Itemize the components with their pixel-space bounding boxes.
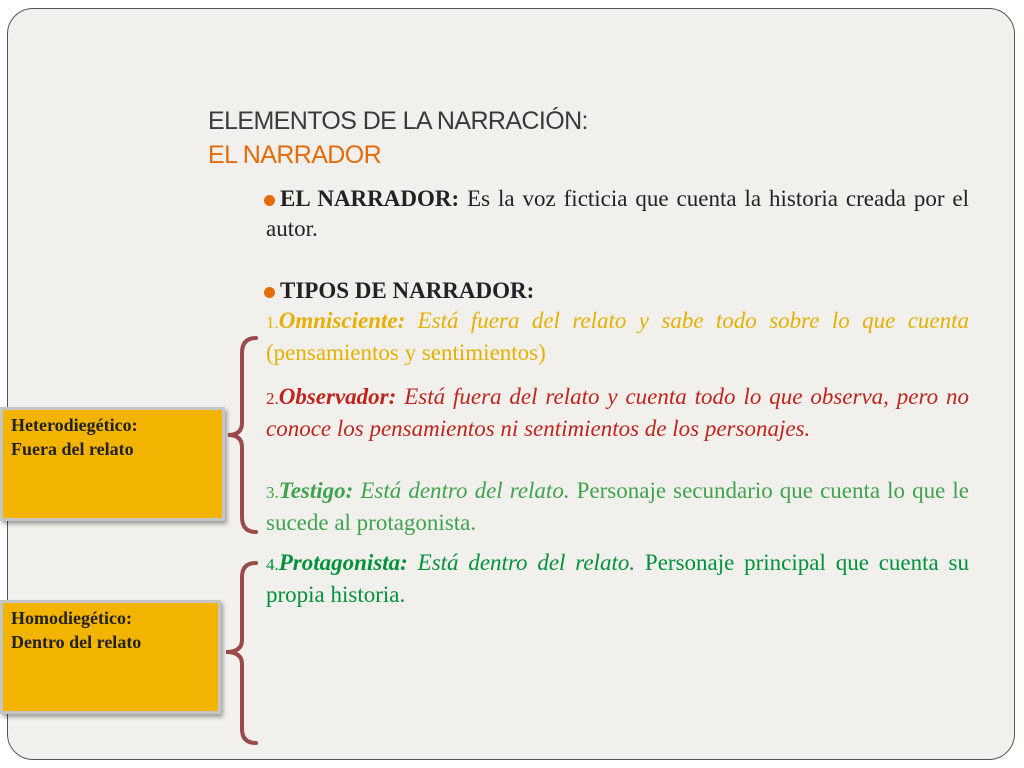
brace-hetero-icon <box>224 335 258 535</box>
definition-text: Es la voz ficticia que cuenta la historia creada por el autor. <box>266 186 969 241</box>
slide-title <box>208 104 588 172</box>
type-number: 2. <box>266 389 279 408</box>
label-homo-line-2: Dentro del relato <box>11 632 142 652</box>
definition-text-wrap <box>266 186 969 241</box>
bullet-dot-icon <box>264 195 275 206</box>
definition-heading: EL NARRADOR: <box>280 186 460 211</box>
type-desc: (pensamientos y sentimientos) <box>266 340 546 365</box>
type-desc: Personaje secundario que cuenta lo que le sucede al protagonista. <box>266 478 969 535</box>
slide-content <box>266 184 969 610</box>
type-number: 4. <box>266 555 279 574</box>
type-desc-italic: Está dentro del relato. <box>353 478 570 503</box>
type-number: 3. <box>266 483 279 502</box>
type-name: Observador: <box>278 384 397 409</box>
tipos-bullet <box>266 276 969 306</box>
type-testigo <box>266 476 969 538</box>
type-protagonista <box>266 548 969 610</box>
type-name: Omnisciente: <box>278 308 406 333</box>
label-hetero-line-1: Heterodiegético: <box>11 415 138 435</box>
type-name: Testigo: <box>278 478 354 503</box>
type-observador <box>266 382 969 444</box>
tipos-heading: TIPOS DE NARRADOR: <box>280 278 535 303</box>
type-omnisciente <box>266 306 969 368</box>
type-desc-italic: Está dentro del relato. <box>407 550 636 575</box>
type-desc-italic: Está fuera del relato y sabe todo sobre lo que cuenta <box>405 308 969 333</box>
label-hetero-line-2: Fuera del relato <box>11 439 134 459</box>
label-heterodiegetico <box>0 407 225 521</box>
label-homodiegetico <box>0 600 221 714</box>
title-line-1: ELEMENTOS DE LA NARRACIÓN: <box>208 107 588 135</box>
bullet-dot-icon <box>264 287 275 298</box>
label-homo-line-1: Homodiegético: <box>11 608 132 628</box>
type-number: 1. <box>266 313 279 332</box>
type-desc: Personaje principal que cuenta su propia historia. <box>266 550 969 607</box>
type-name: Protagonista: <box>278 550 408 575</box>
brace-homo-icon <box>222 560 258 746</box>
type-desc-italic: Está fuera del relato y cuenta todo lo que observa, pero no conoce los pensamientos ni sentimientos de los personajes. <box>266 384 969 441</box>
title-line-2: EL NARRADOR <box>208 141 382 169</box>
definition-bullet <box>266 184 969 244</box>
